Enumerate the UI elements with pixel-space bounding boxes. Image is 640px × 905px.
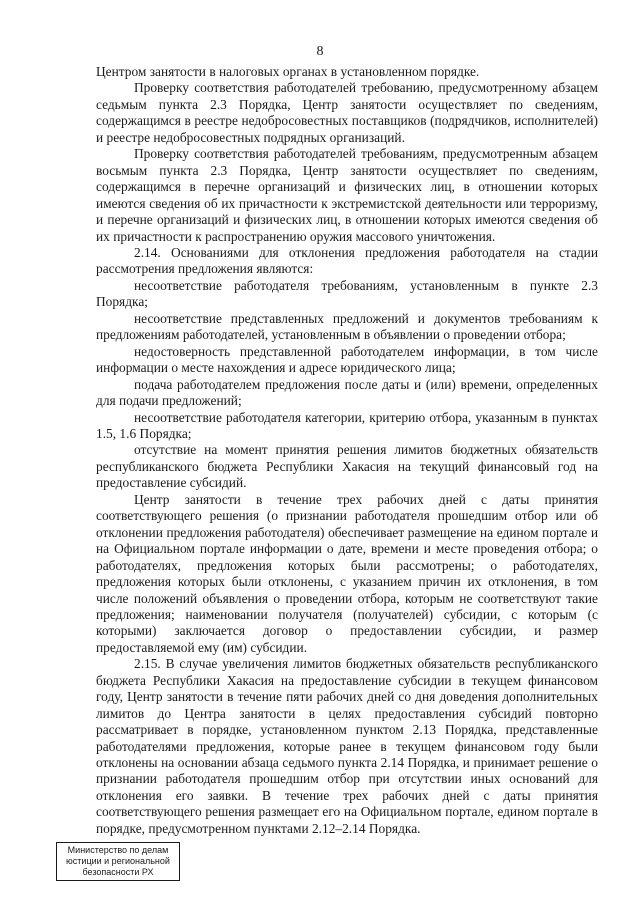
paragraph-check-registry: Проверку соответствия работодателей требованию, предусмотренному абзацем седьмым пункта 2.3 Порядка, Центр занятости осуществляет по сведениям, содержащимся в реестре недобросовестных поставщиков (подрядчиков, исполнителей) и реестре недобросовестных подрядных организаций. [96, 80, 598, 145]
list-item-reject-reason-6: отсутствие на момент принятия решения лимитов бюджетных обязательств республиканского бюджета Республики Хакасия на текущий финансовый год на предоставление субсидий. [96, 442, 598, 491]
paragraph-2-15: 2.15. В случае увеличения лимитов бюджетных обязательств республиканского бюджета Республики Хакасия на предоставление субсидии в текущем финансовом году, Центр занятости в течение пяти рабочих дней со дня доведения дополнительных лимитов до Центра занятости в целях предоставления субсидий повторно рассматривает в порядке, установленном пунктом 2.13 Порядка, представленные работодателями предложения, которые ранее в текущем финансовом году были отклонены на основании абзаца седьмого пункта 2.14 Порядка, и принимает решение о признании работодателя прошедшим отбор при отсутствии иных оснований для отклонения его заявки. В течение трех рабочих дней с даты принятия соответствующего решения размещает его на Официальном портале, едином портале в порядке, предусмотренном пунктами 2.12–2.14 Порядка. [96, 656, 598, 836]
paragraph-publication: Центр занятости в течение трех рабочих дней с даты принятия соответствующего решения (о признании работодателя прошедшим отбор или об отклонении предложения работодателя) обеспечивает размещение на едином портале и на Официальном портале информации о дате, времени и месте проведения отбора; о работодателях, предложения которых были рассмотрены; о работодателях, предложения которых были отклонены, с указанием причин их отклонения, в том числе положений объявления о проведении отбора, которым не соответствуют такие предложения; наименовании получателя (получателей) субсидии, с которым (с которыми) заключается договор о предоставлении субсидии, и размер предоставляемой ему (им) субсидии. [96, 491, 598, 655]
paragraph-2-14-heading: 2.14. Основаниями для отклонения предложения работодателя на стадии рассмотрения предложения являются: [96, 244, 598, 277]
stamp-line: безопасности РХ [82, 867, 154, 877]
list-item-reject-reason-3: недостоверность представленной работодателем информации, в том числе информации о месте нахождения и адресе юридического лица; [96, 343, 598, 376]
list-item-reject-reason-4: подача работодателем предложения после даты и (или) времени, определенных для подачи предложений; [96, 376, 598, 409]
ministry-stamp [56, 842, 180, 881]
page-number: 8 [316, 44, 324, 59]
paragraph-continuation: Центром занятости в налоговых органах в установленном порядке. [96, 64, 480, 79]
list-item-reject-reason-5: несоответствие работодателя категории, критерию отбора, указанным в пунктах 1.5, 1.6 Порядка; [96, 409, 598, 441]
stamp-line: юстиции и региональной [66, 856, 170, 866]
paragraph-check-extremism: Проверку соответствия работодателей требованиям, предусмотренным абзацем восьмым пункта 2.3 Порядка, Центр занятости осуществляет по сведениям, содержащимся в перечне организаций и физических лиц, в отношении которых имеются сведения об их причастности к экстремистской деятельности или терроризму, и перечне организаций и физических лиц, в отношении которых имеются сведения об их причастности к распространению оружия массового уничтожения. [96, 146, 598, 244]
stamp-line: Министерство по делам [67, 845, 169, 855]
list-item-reject-reason-1: несоответствие работодателя требованиям, установленным в пункте 2.3 Порядка; [96, 277, 598, 310]
document-body [96, 64, 598, 837]
list-item-reject-reason-2: несоответствие представленных предложений и документов требованиям к предложениям работодателей, установленным в объявлении о проведении отбора; [96, 310, 598, 343]
